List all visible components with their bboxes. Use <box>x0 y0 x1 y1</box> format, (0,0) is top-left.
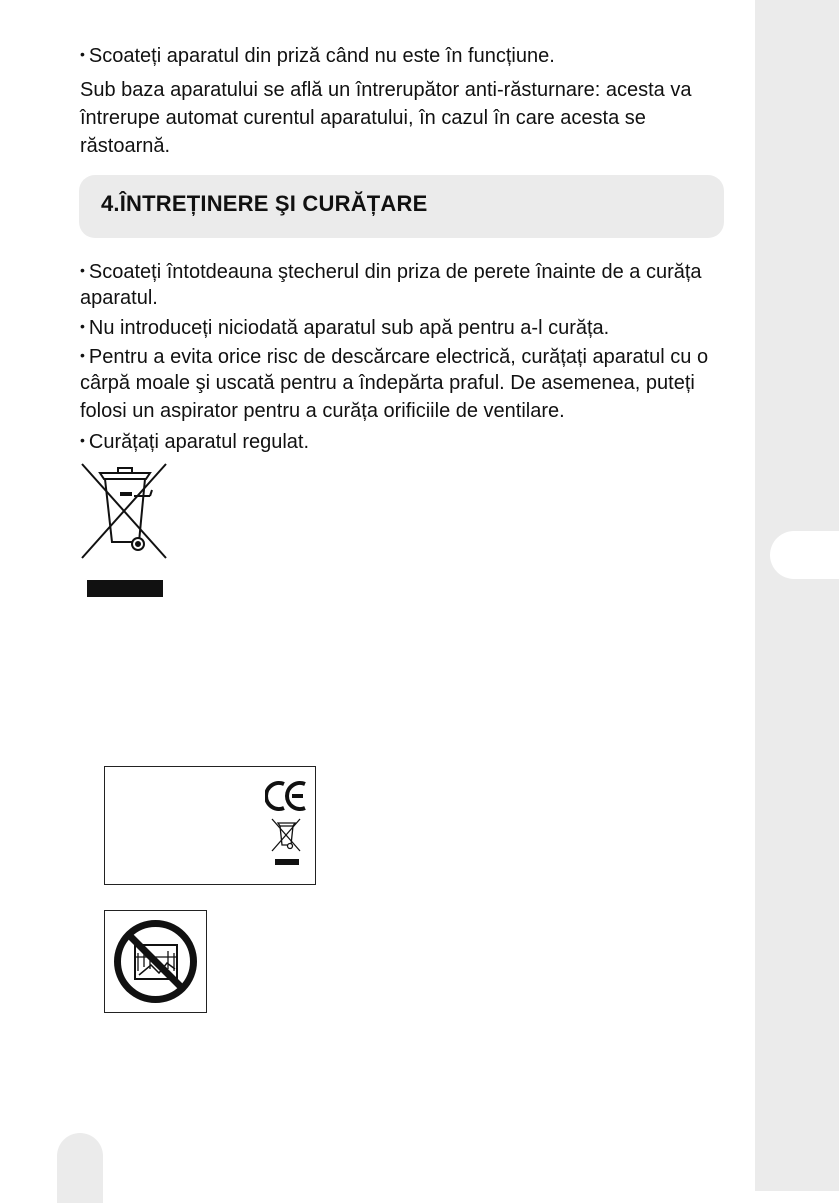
bullet-dot: • <box>80 46 85 62</box>
tip-switch-line2: întrerupe automat curentul aparatului, în cazul în care acesta se <box>80 107 646 129</box>
maintenance-item-1: • Scoateți întotdeauna ştecherul din priza de perete înainte de a curăța <box>80 256 720 286</box>
maintenance-item-4: • Curățați aparatul regulat. <box>80 426 720 456</box>
maintenance-item-3: • Pentru a evita orice risc de descărcare electrică, curățați aparatul cu o <box>80 341 720 371</box>
maintenance-item-3-cont1: cârpă moale şi uscată pentru a îndepărta praful. De asemenea, puteți <box>80 372 695 394</box>
bullet-dot: • <box>80 432 85 448</box>
maintenance-item-1-cont: aparatul. <box>80 287 158 309</box>
page-number-tab <box>57 1133 103 1203</box>
side-strip <box>755 0 839 1191</box>
ce-mark-icon <box>265 779 309 813</box>
weee-underline-bar <box>87 580 163 597</box>
do-not-cover-box <box>104 910 207 1013</box>
section-title: 4.ÎNTREȚINERE ŞI CURĂȚARE <box>101 191 428 216</box>
bullet-dot: • <box>80 262 85 278</box>
bullet-dot: • <box>80 347 85 363</box>
section-header <box>79 175 724 238</box>
bullet-unplug: • Scoateți aparatul din priză când nu este în funcțiune. <box>80 40 720 70</box>
maintenance-item-3-cont2: folosi un aspirator pentru a curăța orificiile de ventilare. <box>80 400 565 422</box>
do-not-cover-icon <box>111 917 200 1006</box>
weee-small-underline-bar <box>275 859 299 865</box>
maintenance-item-2: • Nu introduceți niciodată aparatul sub apă pentru a-l curăța. <box>80 312 720 342</box>
tip-switch-line3: răstoarnă. <box>80 135 171 157</box>
crossed-out-wheelie-bin-icon <box>76 462 172 560</box>
rating-label-box <box>104 766 316 885</box>
crossed-out-wheelie-bin-small-icon <box>269 817 303 853</box>
bullet-dot: • <box>80 318 85 334</box>
tip-switch-line1: Sub baza aparatului se află un întrerupător anti-răsturnare: acesta va <box>80 79 692 101</box>
section-tab-marker <box>770 531 839 579</box>
